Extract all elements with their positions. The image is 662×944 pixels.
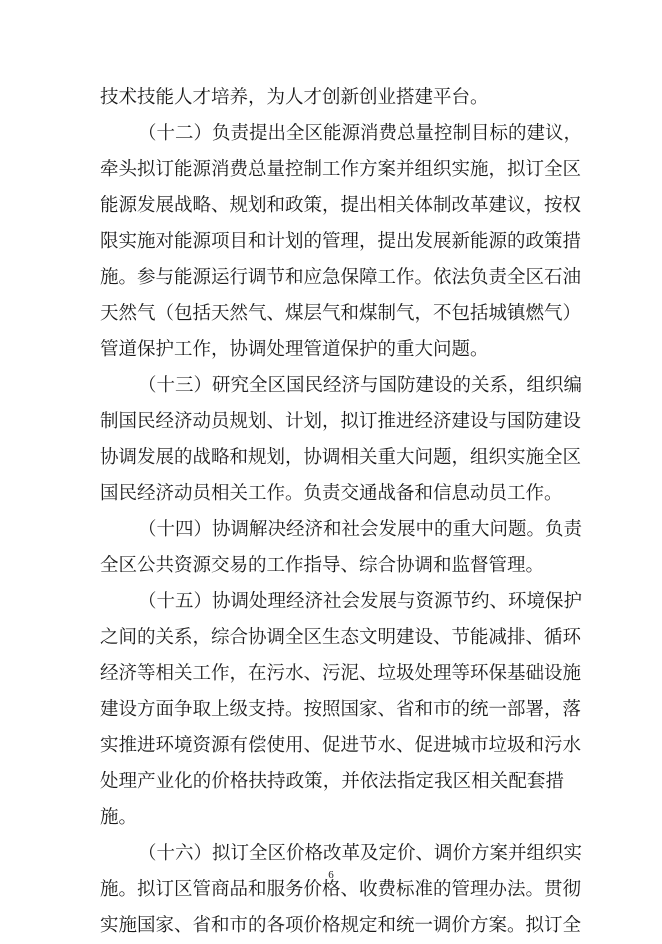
page-number: 6 — [328, 869, 334, 881]
text-line: 施。拟订区管商品和服务价格、收费标准的管理办法。贯彻 — [100, 879, 582, 900]
text-line: 实施国家、省和市的各项价格规定和统一调价方案。拟订全 — [100, 915, 582, 936]
text-line: 处理产业化的价格扶持政策，并依法指定我区相关配套措 — [100, 771, 564, 792]
document-body — [100, 80, 583, 944]
paragraph — [100, 80, 564, 116]
text-line: 技术技能人才培养，为人才创新创业搭建平台。 — [100, 87, 489, 108]
text-line: （十六）拟订全区价格改革及定价、调价方案并组织实 — [138, 843, 583, 864]
paragraph — [100, 584, 583, 836]
text-line: 协调发展的战略和规划，协调相关重大问题，组织实施全区 — [100, 447, 582, 468]
text-line: 施。 — [100, 807, 138, 828]
text-line: 限实施对能源项目和计划的管理，提出发展新能源的政策措 — [100, 231, 582, 252]
text-line: 天然气（包括天然气、煤层气和煤制气，不包括城镇燃气） — [100, 303, 582, 324]
text-line: 能源发展战略、规划和政策，提出相关体制改革建议，按权 — [100, 195, 582, 216]
paragraph — [100, 836, 583, 944]
text-line: 之间的关系，综合协调全区生态文明建设、节能减排、循环 — [100, 627, 582, 648]
text-line: 实推进环境资源有偿使用、促进节水、促进城市垃圾和污水 — [100, 735, 582, 756]
text-line: （十三）研究全区国民经济与国防建设的关系，组织编 — [138, 375, 583, 396]
text-line: 管道保护工作，协调处理管道保护的重大问题。 — [100, 339, 489, 360]
paragraph — [100, 116, 583, 368]
text-line: （十五）协调处理经济社会发展与资源节约、环境保护 — [138, 591, 583, 612]
paragraph — [100, 368, 583, 512]
text-line: 建设方面争取上级支持。按照国家、省和市的统一部署，落 — [100, 699, 582, 720]
text-line: 施。参与能源运行调节和应急保障工作。依法负责全区石油 — [100, 267, 582, 288]
text-line: 全区公共资源交易的工作指导、综合协调和监督管理。 — [100, 555, 545, 576]
text-line: （十二）负责提出全区能源消费总量控制目标的建议， — [138, 123, 583, 144]
text-line: 经济等相关工作，在污水、污泥、垃圾处理等环保基础设施 — [100, 663, 582, 684]
text-line: （十四）协调解决经济和社会发展中的重大问题。负责 — [138, 519, 583, 540]
paragraph — [100, 512, 583, 584]
text-line: 牵头拟订能源消费总量控制工作方案并组织实施，拟订全区 — [100, 159, 582, 180]
text-line: 国民经济动员相关工作。负责交通战备和信息动员工作。 — [100, 483, 563, 504]
text-line: 制国民经济动员规划、计划，拟订推进经济建设与国防建设 — [100, 411, 582, 432]
